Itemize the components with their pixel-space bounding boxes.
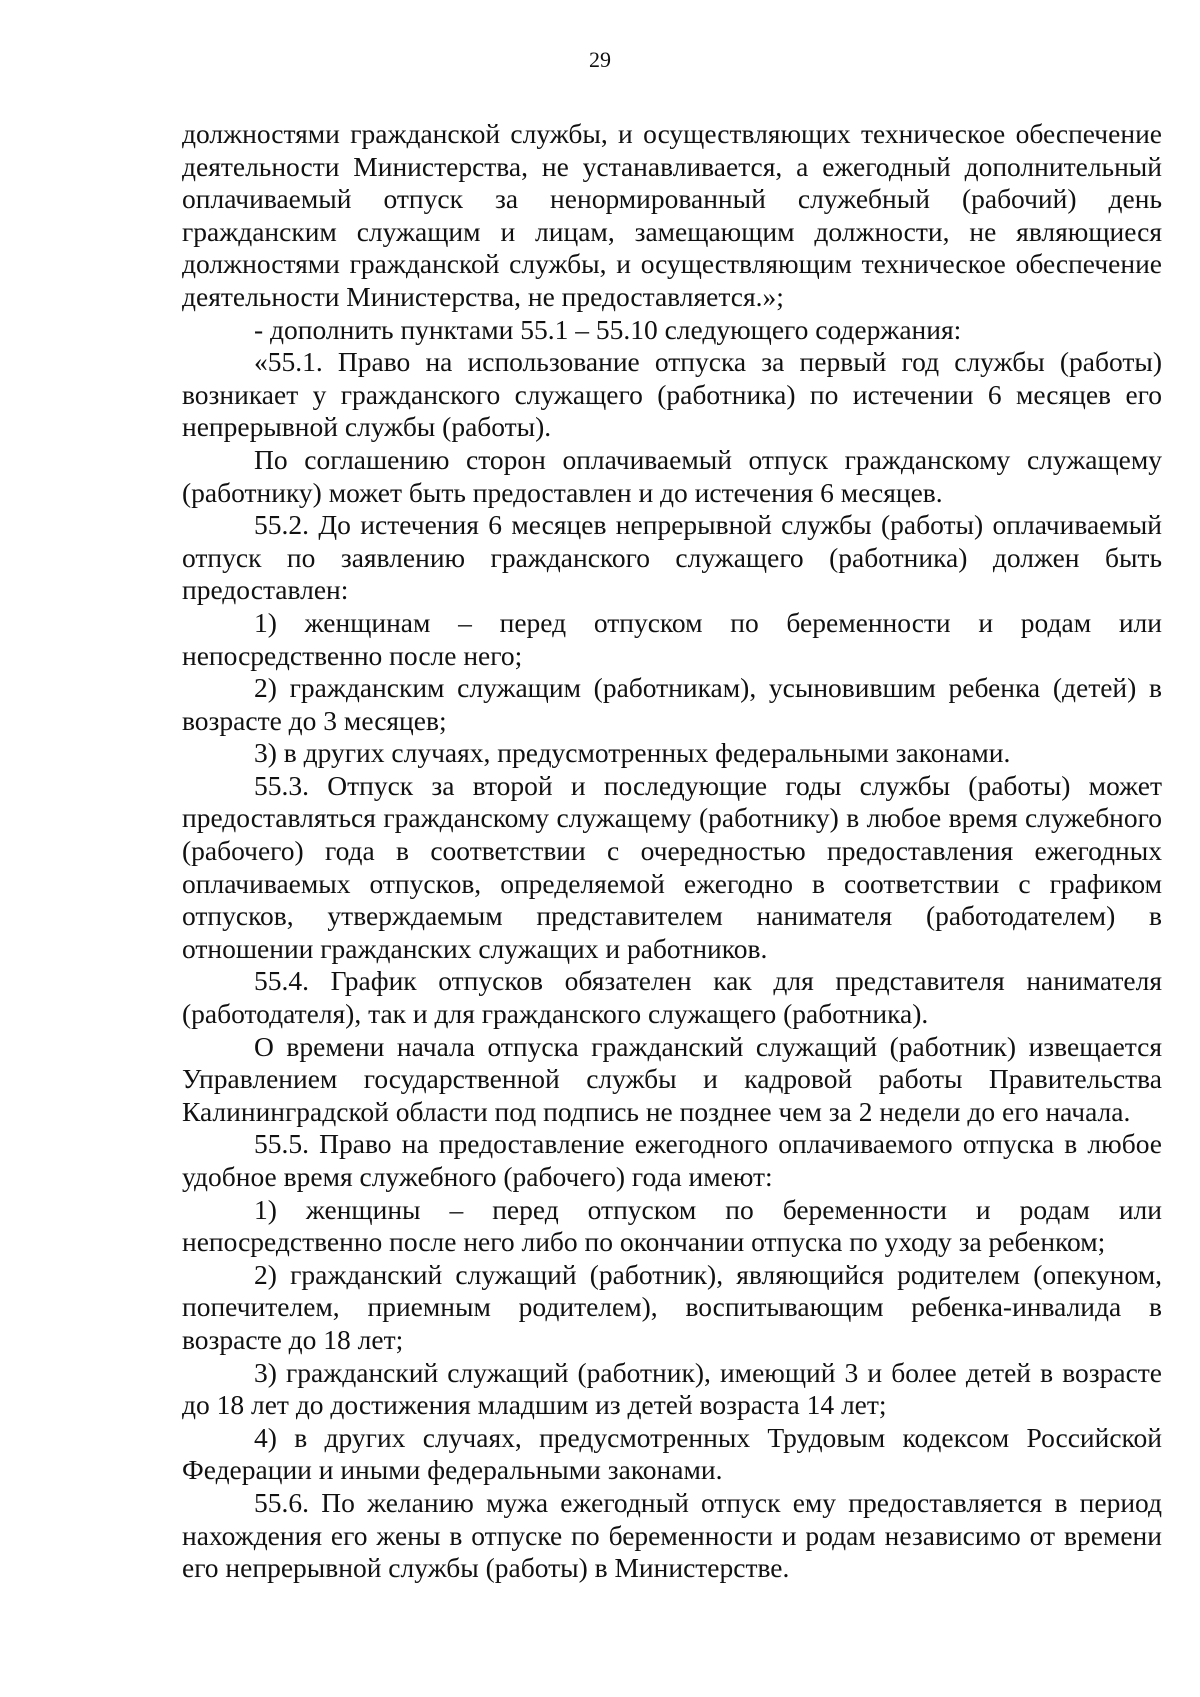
paragraph-amendment-intro: - дополнить пунктами 55.1 – 55.10 следующего содержания: bbox=[254, 313, 962, 345]
paragraph-55-2: 55.2. До истечения 6 месяцев непрерывной службы (работы) оплачиваемый отпуск по заявлению гражданского служащего (работника) должен быть предоставлен: bbox=[182, 509, 1162, 606]
list-item-55-2-1: 1) женщинам – перед отпуском по беременности и родам или непосредственно после него; bbox=[182, 606, 1162, 671]
list-item-55-5-2: 2) гражданский служащий (работник), являющийся родителем (опекуном, попечителем, приемным родителем), воспитывающим ребенка-инвалида в возрасте до 18 лет; bbox=[182, 1258, 1162, 1355]
list-item-55-2-2: 2) гражданским служащим (работникам), усыновившим ребенка (детей) в возрасте до 3 месяцев; bbox=[182, 672, 1162, 736]
paragraph-55-1: «55.1. Право на использование отпуска за первый год службы (работы) возникает у гражданского служащего (работника) по истечении 6 месяцев его непрерывной службы (работы). bbox=[182, 346, 1162, 443]
paragraph-continuation: должностями гражданской службы, и осуществляющих техническое обеспечение деятельности Министерства, не устанавливается, а ежегодный дополнительный оплачиваемый отпуск за ненормированный служебный (рабочий) день гражданским служащим и лицам, замещающим должности, не являющиеся должностями гражданской службы, и осуществляющим техническое обеспечение деятельности Министерства, не предоставляется.»; bbox=[182, 118, 1162, 312]
paragraph-55-4: 55.4. График отпусков обязателен как для представителя нанимателя (работодателя), так и для гражданского служащего (работника). bbox=[182, 965, 1162, 1030]
paragraph-55-6: 55.6. По желанию мужа ежегодный отпуск ему предоставляется в период нахождения его жены в отпуске по беременности и родам независимо от времени его непрерывной службы (работы) в Министерстве. bbox=[182, 1486, 1162, 1584]
list-item-55-2-3: 3) в других случаях, предусмотренных федеральными законами. bbox=[254, 737, 1011, 769]
paragraph-55-1-agreement: По соглашению сторон оплачиваемый отпуск гражданскому служащему (работнику) может быть предоставлен и до истечения 6 месяцев. bbox=[182, 443, 1162, 508]
paragraph-55-5: 55.5. Право на предоставление ежегодного оплачиваемого отпуска в любое удобное время служебного (рабочего) года имеют: bbox=[182, 1128, 1162, 1192]
document-body bbox=[182, 118, 1162, 1585]
paragraph-55-4-notice: О времени начала отпуска гражданский служащий (работник) извещается Управлением государственной службы и кадровой работы Правительства Калининградской области под подпись не позднее чем за 2 недели до его начала. bbox=[182, 1030, 1162, 1127]
page-number: 29 bbox=[589, 47, 611, 72]
list-item-55-5-3: 3) гражданский служащий (работник), имеющий 3 и более детей в возрасте до 18 лет до достижения младшим из детей возраста 14 лет; bbox=[182, 1356, 1162, 1421]
list-item-55-5-4: 4) в других случаях, предусмотренных Трудовым кодексом Российской Федерации и иными федеральными законами. bbox=[182, 1421, 1162, 1486]
paragraph-55-3: 55.3. Отпуск за второй и последующие годы службы (работы) может предоставляться гражданскому служащему (работнику) в любое время служебного (рабочего) года в соответствии с очередностью предоставления ежегодных оплачиваемых отпусков, определяемой ежегодно в соответствии с графиком отпусков, утверждаемым представителем нанимателя (работодателем) в отношении гражданских служащих и работников. bbox=[182, 769, 1162, 964]
list-item-55-5-1: 1) женщины – перед отпуском по беременности и родам или непосредственно после него либо по окончании отпуска по уходу за ребенком; bbox=[182, 1193, 1162, 1258]
